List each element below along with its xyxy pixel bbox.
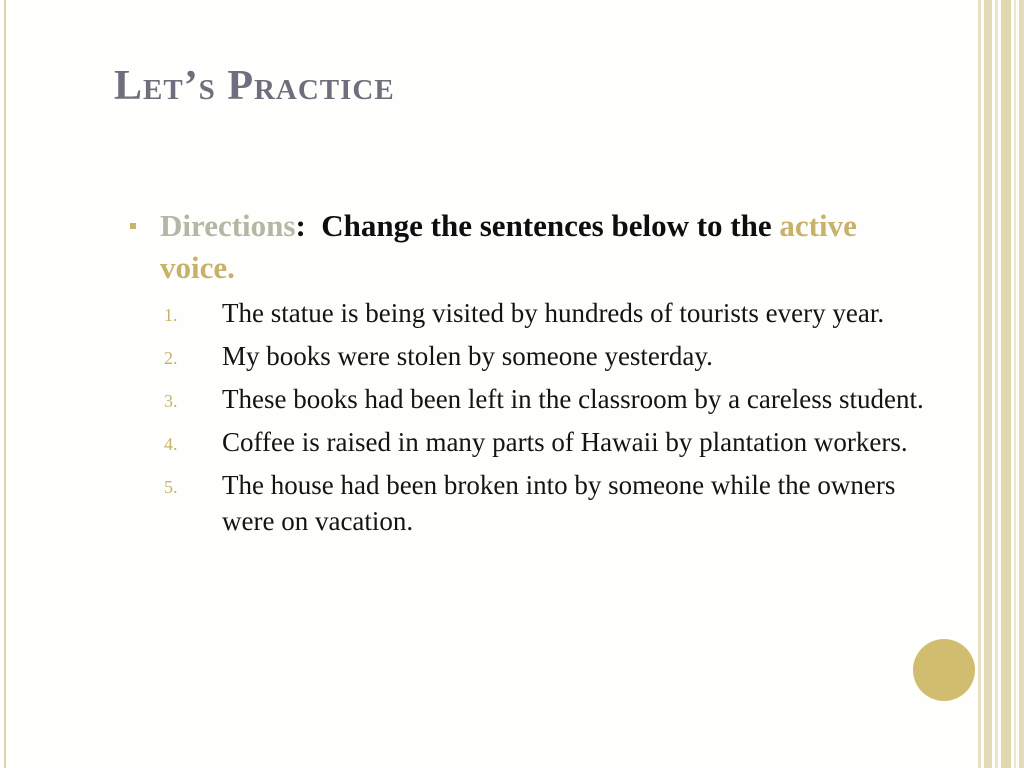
- item-text: These books had been left in the classroom by a careless student.: [222, 384, 924, 414]
- list-item: [124, 424, 924, 460]
- sentence-list: [124, 295, 924, 539]
- item-number: 2.: [164, 348, 178, 368]
- stripe: [1001, 0, 1011, 768]
- stripe: [978, 0, 981, 768]
- directions-period: .: [227, 250, 235, 285]
- left-frame-line: [4, 0, 6, 768]
- item-number: 3.: [164, 391, 178, 411]
- stripe: [995, 0, 998, 768]
- list-item: [124, 295, 924, 331]
- right-decorative-stripes: [978, 0, 1024, 768]
- stripe: [984, 0, 992, 768]
- directions-text: Change the sentences below to the: [321, 208, 772, 243]
- directions-label: Directions: [160, 208, 296, 243]
- item-text: The house had been broken into by someone while the owners were on vacation.: [222, 470, 896, 536]
- stripe: [1019, 0, 1024, 768]
- list-item: [124, 338, 924, 374]
- directions-colon: :: [295, 208, 306, 243]
- item-text: My books were stolen by someone yesterday.: [222, 341, 713, 371]
- decorative-circle: [913, 639, 975, 701]
- square-bullet-icon: [130, 223, 136, 229]
- item-text: Coffee is raised in many parts of Hawaii by plantation workers.: [222, 427, 908, 457]
- stripe: [1014, 0, 1016, 768]
- item-number: 4.: [164, 434, 178, 454]
- slide-title: Let’s Practice: [114, 63, 395, 109]
- item-number: 1.: [164, 305, 178, 325]
- item-number: 5.: [164, 477, 178, 497]
- list-item: [124, 467, 924, 539]
- slide-body: [124, 205, 924, 546]
- directions-paragraph: [124, 205, 924, 289]
- list-item: [124, 381, 924, 417]
- item-text: The statue is being visited by hundreds of tourists every year.: [222, 298, 885, 328]
- active-voice-term: active voice: [160, 208, 857, 285]
